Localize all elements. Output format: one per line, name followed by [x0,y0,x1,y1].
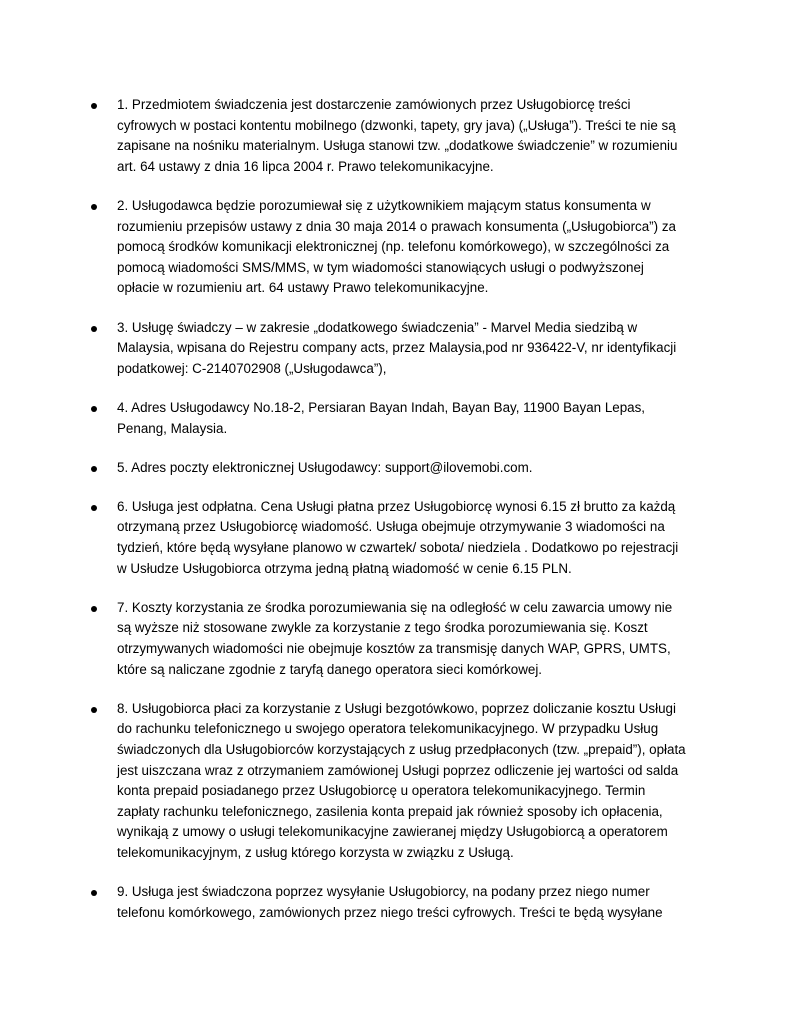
bullet-icon [91,406,97,412]
list-item [88,497,688,579]
bullet-icon [91,326,97,332]
bullet-icon [91,466,97,472]
bullet-icon [91,606,97,612]
bullet-icon [91,204,97,210]
list-item-text: 4. Adres Usługodawcy No.18-2, Persiaran Bayan Indah, Bayan Bay, 11900 Bayan Lepas, Penang, Malaysia. [117,399,646,436]
list-item-text: 3. Usługę świadczy – w zakresie „dodatkowego świadczenia” - Marvel Media siedzibą w Malaysia, wpisana do Rejestru company acts, przez Malaysia,pod nr 936422-V, nr identyfikacji podatkowej: C-2140702908 („Usługodawca”), [117,319,677,376]
terms-list [88,95,688,942]
list-item-text: 8. Usługobiorca płaci za korzystanie z Usługi bezgotówkowo, poprzez doliczanie kosztu Usługi do rachunku telefonicznego u swojego operatora telekomunikacyjnego. W przypadku Usług świadczonych dla Usługobiorców korzystających z usług przedpłaconych (tzw. „prepaid”), opłata jest uiszczana wraz z otrzymaniem zamówionej Usługi poprzez odliczenie jej wartości od salda konta prepaid posiadanego przez Usługobiorcę u operatora telekomunikacyjnego. Termin zapłaty rachunku telefonicznego, zasilenia konta prepaid jak również sposoby ich opłacenia, wynikają z umowy o usługi telekomunikacyjne zawieranej między Usługobiorcą a operatorem telekomunikacyjnym, z usług którego korzysta w związku z Usługą. [117,700,686,860]
bullet-icon [91,890,97,896]
list-item-text: 7. Koszty korzystania ze środka porozumiewania się na odległość w celu zawarcia umowy nie są wyższe niż stosowane zwykle za korzystanie z tego środka porozumiewania się. Koszt otrzymywanych wiadomości nie obejmuje kosztów za transmisję danych WAP, GPRS, UMTS, które są naliczane zgodnie z taryfą danego operatora sieci komórkowej. [117,599,673,677]
bullet-icon [91,103,97,109]
list-item-text: 9. Usługa jest świadczona poprzez wysyłanie Usługobiorcy, na podany przez niego numer telefonu komórkowego, zamówionych przez niego treści cyfrowych. Treści te będą wysyłane [117,884,663,920]
list-item [88,458,688,479]
list-item [88,598,688,680]
list-item-text: 6. Usługa jest odpłatna. Cena Usługi płatna przez Usługobiorcę wynosi 6.15 zł brutto za każdą otrzymaną przez Usługobiorcę wiadomość. Usługa obejmuje otrzymywanie 3 wiadomości na tydzień, które będą wysyłane planowo w czwartek/ sobota/ niedziela . Dodatkowo po rejestracji w Usłudze Usługobiorca otrzyma jedną płatną wiadomość w cenie 6.15 PLN. [117,498,679,576]
list-item [88,398,688,439]
bullet-icon [91,707,97,713]
list-item [88,95,688,177]
list-item-text: 2. Usługodawca będzie porozumiewał się z użytkownikiem mającym status konsumenta w rozumieniu przepisów ustawy z dnia 30 maja 2014 o prawach konsumenta („Usługobiorca”) za pomocą środków komunikacji elektronicznej (np. telefonu komórkowego), w szczególności za pomocą wiadomości SMS/MMS, w tym wiadomości stanowiących usługi o podwyższonej opłacie w rozumieniu art. 64 ustawy Prawo telekomunikacyjne. [117,197,676,296]
list-item [88,196,688,299]
list-item-text: 5. Adres poczty elektronicznej Usługodawcy: support@ilovemobi.com. [117,459,533,475]
list-item [88,318,688,380]
bullet-icon [91,505,97,511]
list-item-text: 1. Przedmiotem świadczenia jest dostarczenie zamówionych przez Usługobiorcę treści cyfrowych w postaci kontentu mobilnego (dzwonki, tapety, gry java) („Usługa”). Treści te nie są zapisane na nośniku materialnym. Usługa stanowi tzw. „dodatkowe świadczenie” w rozumieniu art. 64 ustawy z dnia 16 lipca 2004 r. Prawo telekomunikacyjne. [117,97,678,174]
list-item [88,882,688,923]
list-item [88,699,688,864]
